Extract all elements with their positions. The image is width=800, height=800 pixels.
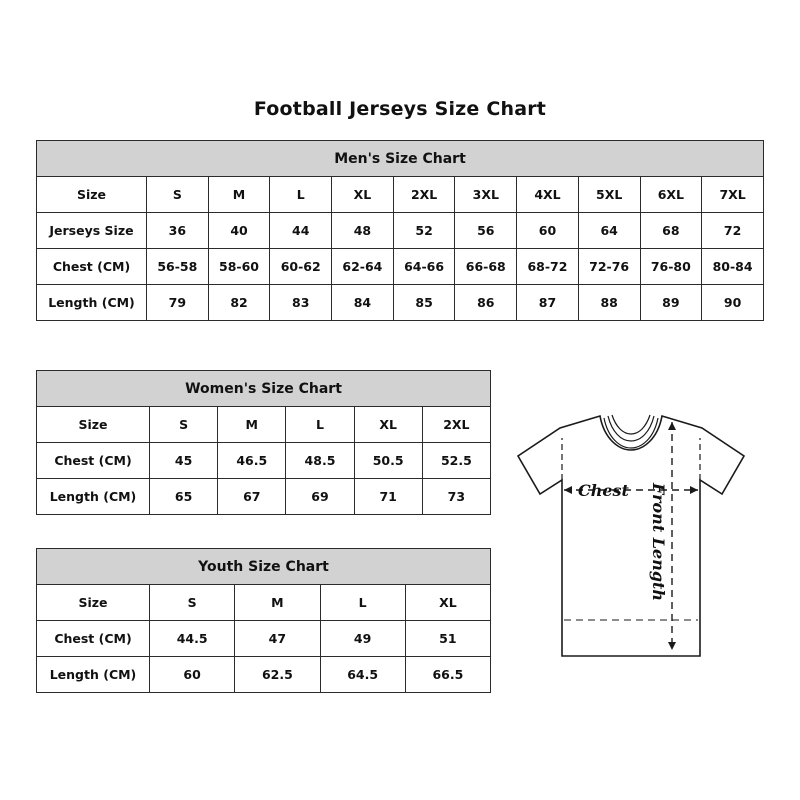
- row-label-chest-cm: Chest (CM): [37, 621, 150, 657]
- column-header-m: M: [235, 585, 320, 621]
- table-cell: 48.5: [286, 443, 354, 479]
- column-header-7xl: 7XL: [702, 177, 764, 213]
- table-cell: 90: [702, 285, 764, 321]
- table-cell: 82: [208, 285, 270, 321]
- column-header-m: M: [208, 177, 270, 213]
- table-row: [37, 585, 491, 621]
- table-row: [37, 657, 491, 693]
- womens-table-header: Women's Size Chart: [37, 371, 491, 407]
- column-header-xl: XL: [405, 585, 490, 621]
- column-header-size: Size: [37, 177, 147, 213]
- column-header-2xl: 2XL: [393, 177, 455, 213]
- row-label-jerseys-size: Jerseys Size: [37, 213, 147, 249]
- front-length-arrow-bottom: [668, 642, 676, 650]
- table-cell: 56: [455, 213, 517, 249]
- table-cell: 84: [332, 285, 394, 321]
- table-cell: 65: [150, 479, 218, 515]
- table-cell: 52: [393, 213, 455, 249]
- chest-arrow-right: [690, 486, 698, 494]
- row-label-length-cm: Length (CM): [37, 657, 150, 693]
- table-cell: 60-62: [270, 249, 332, 285]
- jersey-outline-svg: [500, 398, 785, 698]
- column-header-4xl: 4XL: [517, 177, 579, 213]
- column-header-xl: XL: [354, 407, 422, 443]
- table-cell: 45: [150, 443, 218, 479]
- table-cell: 69: [286, 479, 354, 515]
- table-cell: 66.5: [405, 657, 490, 693]
- table-cell: 89: [640, 285, 702, 321]
- table-header-row: [37, 371, 491, 407]
- table-cell: 46.5: [218, 443, 286, 479]
- column-header-s: S: [147, 177, 209, 213]
- column-header-size: Size: [37, 585, 150, 621]
- table-cell: 62.5: [235, 657, 320, 693]
- table-cell: 52.5: [422, 443, 490, 479]
- jersey-measurement-diagram: [500, 398, 785, 698]
- collar-line-1: [604, 418, 658, 448]
- table-cell: 60: [150, 657, 235, 693]
- table-cell: 64-66: [393, 249, 455, 285]
- table-cell: 62-64: [332, 249, 394, 285]
- mens-size-chart-table: [36, 140, 764, 321]
- column-header-l: L: [286, 407, 354, 443]
- table-cell: 72-76: [578, 249, 640, 285]
- table-cell: 60: [517, 213, 579, 249]
- column-header-m: M: [218, 407, 286, 443]
- table-cell: 88: [578, 285, 640, 321]
- table-cell: 79: [147, 285, 209, 321]
- table-cell: 72: [702, 213, 764, 249]
- row-label-chest-cm: Chest (CM): [37, 249, 147, 285]
- table-cell: 87: [517, 285, 579, 321]
- table-cell: 58-60: [208, 249, 270, 285]
- table-cell: 68: [640, 213, 702, 249]
- table-cell: 80-84: [702, 249, 764, 285]
- row-label-chest-cm: Chest (CM): [37, 443, 150, 479]
- column-header-l: L: [320, 585, 405, 621]
- womens-size-chart-table: [36, 370, 491, 515]
- table-header-row: [37, 549, 491, 585]
- table-row: [37, 407, 491, 443]
- column-header-s: S: [150, 585, 235, 621]
- mens-table-header: Men's Size Chart: [37, 141, 764, 177]
- table-cell: 40: [208, 213, 270, 249]
- table-cell: 73: [422, 479, 490, 515]
- table-row: [37, 479, 491, 515]
- table-cell: 49: [320, 621, 405, 657]
- collar-line-3: [612, 415, 650, 434]
- table-cell: 71: [354, 479, 422, 515]
- table-cell: 56-58: [147, 249, 209, 285]
- table-cell: 51: [405, 621, 490, 657]
- table-cell: 48: [332, 213, 394, 249]
- table-row: [37, 249, 764, 285]
- table-cell: 76-80: [640, 249, 702, 285]
- table-row: [37, 621, 491, 657]
- chest-measure-label: Chest: [578, 481, 629, 500]
- table-header-row: [37, 141, 764, 177]
- column-header-6xl: 6XL: [640, 177, 702, 213]
- table-cell: 44: [270, 213, 332, 249]
- table-cell: 66-68: [455, 249, 517, 285]
- table-cell: 67: [218, 479, 286, 515]
- column-header-size: Size: [37, 407, 150, 443]
- table-row: [37, 177, 764, 213]
- column-header-5xl: 5XL: [578, 177, 640, 213]
- table-cell: 64.5: [320, 657, 405, 693]
- column-header-3xl: 3XL: [455, 177, 517, 213]
- table-row: [37, 443, 491, 479]
- front-length-arrow-top: [668, 422, 676, 430]
- row-label-length-cm: Length (CM): [37, 285, 147, 321]
- column-header-s: S: [150, 407, 218, 443]
- column-header-xl: XL: [332, 177, 394, 213]
- table-cell: 47: [235, 621, 320, 657]
- table-cell: 64: [578, 213, 640, 249]
- table-cell: 44.5: [150, 621, 235, 657]
- youth-table-header: Youth Size Chart: [37, 549, 491, 585]
- table-cell: 83: [270, 285, 332, 321]
- row-label-length-cm: Length (CM): [37, 479, 150, 515]
- youth-size-chart-table: [36, 548, 491, 693]
- column-header-l: L: [270, 177, 332, 213]
- column-header-2xl: 2XL: [422, 407, 490, 443]
- page-title: Football Jerseys Size Chart: [253, 98, 547, 120]
- table-row: [37, 285, 764, 321]
- table-cell: 86: [455, 285, 517, 321]
- chest-arrow-left: [564, 486, 572, 494]
- table-cell: 50.5: [354, 443, 422, 479]
- front-length-measure-label: Front Length: [649, 483, 668, 602]
- collar-line-2: [608, 416, 654, 441]
- table-cell: 68-72: [517, 249, 579, 285]
- table-cell: 36: [147, 213, 209, 249]
- table-row: [37, 213, 764, 249]
- table-cell: 85: [393, 285, 455, 321]
